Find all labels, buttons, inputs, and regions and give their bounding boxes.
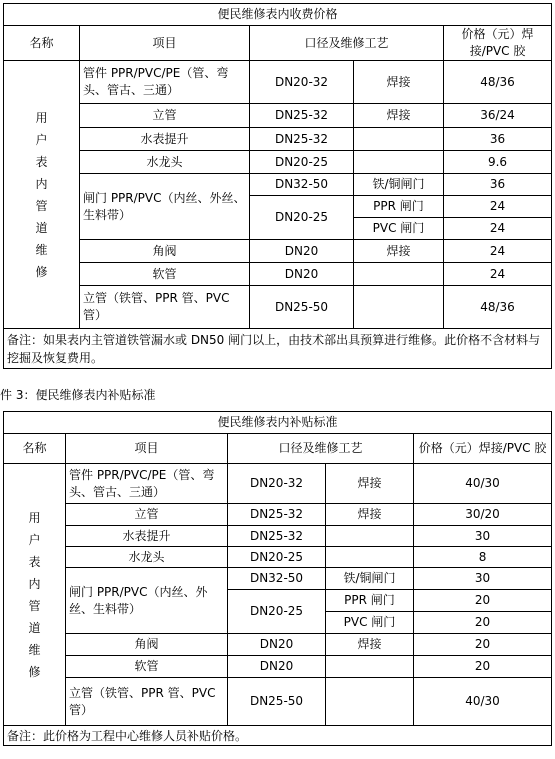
group-char: 用 [28, 510, 41, 525]
method-cell: 焊接 [354, 61, 444, 104]
header-size-method: 口径及维修工艺 [228, 434, 414, 464]
price-cell: 24 [444, 218, 552, 240]
size-cell: DN20-32 [228, 464, 326, 504]
group-char: 用 [35, 110, 48, 125]
size-cell: DN20-25 [250, 196, 354, 240]
group-label [4, 464, 66, 726]
method-cell [354, 286, 444, 329]
size-cell: DN20 [228, 656, 326, 678]
method-cell [326, 656, 414, 678]
group-char: 表 [28, 554, 41, 569]
item-cell: 管件 PPR/PVC/PE（管、弯头、管古、三通） [66, 464, 228, 504]
table-title: 便民维修表内补贴标准 [4, 412, 552, 434]
group-char: 维 [35, 242, 48, 257]
group-char: 道 [28, 620, 41, 635]
size-cell: DN25-32 [228, 526, 326, 547]
method-cell: PPR 闸门 [326, 590, 414, 612]
size-cell: DN32-50 [250, 174, 354, 196]
item-cell: 软管 [66, 656, 228, 678]
size-cell: DN20-32 [250, 61, 354, 104]
price-cell: 24 [444, 263, 552, 286]
header-name: 名称 [4, 26, 80, 61]
price-cell: 48/36 [444, 286, 552, 329]
item-cell: 水表提升 [66, 526, 228, 547]
method-cell: 焊接 [326, 504, 414, 526]
size-cell: DN20 [250, 240, 354, 263]
method-cell: PVC 闸门 [354, 218, 444, 240]
item-cell: 水表提升 [80, 128, 250, 151]
subsidy-table [3, 411, 552, 746]
method-cell: PVC 闸门 [326, 612, 414, 634]
price-cell: 20 [414, 612, 552, 634]
item-cell: 管件 PPR/PVC/PE（管、弯头、管古、三通） [80, 61, 250, 104]
item-cell: 闸门 PPR/PVC（内丝、外丝、生料带） [80, 174, 250, 240]
method-cell: 焊接 [354, 104, 444, 128]
size-cell: DN25-32 [250, 128, 354, 151]
table-title: 便民维修表内收费价格 [4, 4, 552, 26]
group-char: 户 [35, 132, 48, 147]
price-cell: 20 [414, 634, 552, 656]
group-char: 道 [35, 220, 48, 235]
method-cell [354, 263, 444, 286]
method-cell: 铁/铜闸门 [326, 568, 414, 590]
method-cell [326, 547, 414, 568]
size-cell: DN20-25 [228, 590, 326, 634]
size-cell: DN25-50 [250, 286, 354, 329]
price-cell: 24 [444, 240, 552, 263]
item-cell: 角阀 [80, 240, 250, 263]
method-cell: 焊接 [326, 464, 414, 504]
size-cell: DN25-32 [228, 504, 326, 526]
table-note: 备注：此价格为工程中心维修人员补贴价格。 [4, 726, 552, 746]
header-price: 价格（元）焊接/PVC 胶 [414, 434, 552, 464]
item-cell: 水龙头 [80, 151, 250, 174]
group-char: 修 [28, 664, 41, 679]
price-cell: 30/20 [414, 504, 552, 526]
size-cell: DN20-25 [228, 547, 326, 568]
item-cell: 立管（铁管、PPR 管、PVC 管） [66, 678, 228, 726]
header-item: 项目 [66, 434, 228, 464]
group-char: 内 [28, 576, 41, 591]
size-cell: DN25-50 [228, 678, 326, 726]
price-cell: 40/30 [414, 464, 552, 504]
method-cell [354, 151, 444, 174]
price-cell: 24 [444, 196, 552, 218]
group-label [4, 61, 80, 329]
group-char: 维 [28, 642, 41, 657]
header-name: 名称 [4, 434, 66, 464]
size-cell: DN32-50 [228, 568, 326, 590]
group-char: 管 [35, 198, 48, 213]
item-cell: 软管 [80, 263, 250, 286]
size-cell: DN20 [228, 634, 326, 656]
item-cell: 立管（铁管、PPR 管、PVC 管） [80, 286, 250, 329]
method-cell [326, 526, 414, 547]
method-cell [354, 128, 444, 151]
item-cell: 闸门 PPR/PVC（内丝、外丝、生料带） [66, 568, 228, 634]
price-cell: 48/36 [444, 61, 552, 104]
header-size-method: 口径及维修工艺 [250, 26, 444, 61]
size-cell: DN20-25 [250, 151, 354, 174]
price-cell: 36 [444, 128, 552, 151]
group-char: 管 [28, 598, 41, 613]
method-cell: 焊接 [354, 240, 444, 263]
method-cell: 焊接 [326, 634, 414, 656]
group-char: 内 [35, 176, 48, 191]
item-cell: 立管 [80, 104, 250, 128]
price-cell: 36 [444, 174, 552, 196]
group-char: 表 [35, 154, 48, 169]
header-price: 价格（元）焊接/PVC 胶 [444, 26, 552, 61]
size-cell: DN25-32 [250, 104, 354, 128]
item-cell: 角阀 [66, 634, 228, 656]
fee-table [3, 3, 552, 369]
header-item: 项目 [80, 26, 250, 61]
table-note: 备注：如果表内主管道铁管漏水或 DN50 闸门以上，由技术部出具预算进行维修。此价格不含材料与挖掘及恢复费用。 [4, 329, 552, 369]
size-cell: DN20 [250, 263, 354, 286]
item-cell: 水龙头 [66, 547, 228, 568]
price-cell: 9.6 [444, 151, 552, 174]
price-cell: 30 [414, 526, 552, 547]
price-cell: 36/24 [444, 104, 552, 128]
price-cell: 40/30 [414, 678, 552, 726]
group-char: 修 [35, 264, 48, 279]
price-cell: 20 [414, 590, 552, 612]
method-cell [326, 678, 414, 726]
method-cell: 铁/铜闸门 [354, 174, 444, 196]
price-cell: 8 [414, 547, 552, 568]
item-cell: 立管 [66, 504, 228, 526]
price-cell: 30 [414, 568, 552, 590]
method-cell: PPR 闸门 [354, 196, 444, 218]
price-cell: 20 [414, 656, 552, 678]
table-caption: 件 3：便民维修表内补贴标准 [0, 388, 156, 402]
group-char: 户 [28, 532, 41, 547]
